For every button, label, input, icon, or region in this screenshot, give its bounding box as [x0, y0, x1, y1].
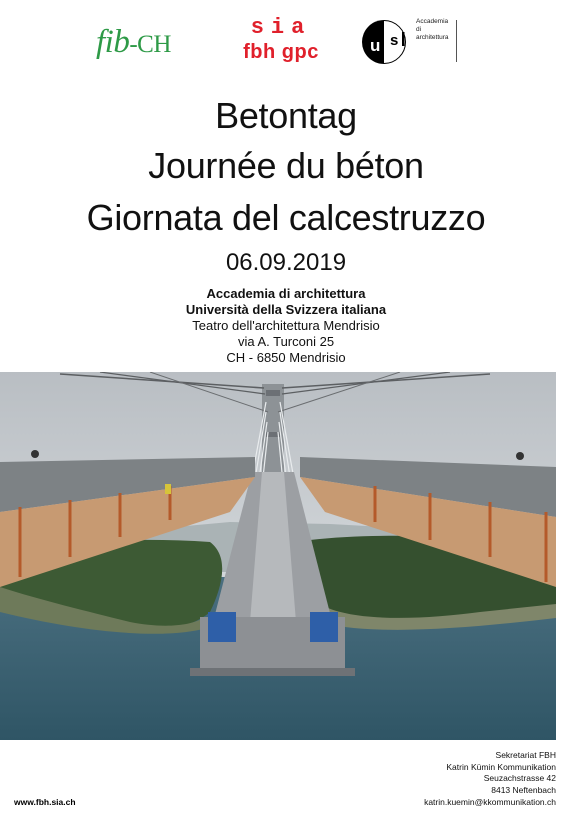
title-french: Journée du béton: [148, 145, 424, 186]
usi-logo: [360, 18, 470, 66]
fib-logo-main: fib: [96, 24, 130, 60]
svg-text:u: u: [370, 36, 381, 55]
contact-company: Katrin Kümin Kommunikation: [446, 761, 556, 772]
contact-secretariat: Sekretariat FBH: [495, 750, 556, 760]
usi-logo-divider: [456, 20, 457, 62]
venue-block: [0, 286, 572, 366]
fib-ch-logo: [96, 24, 171, 61]
sia-logo-line1: sia: [250, 15, 312, 40]
usi-circle-icon: [360, 18, 410, 66]
contact-email[interactable]: katrin.kuemin@kkommunikation.ch: [424, 796, 556, 807]
contact-city: 8413 Neftenbach: [491, 785, 556, 796]
sia-logo-line2: fbh gpc: [243, 41, 319, 63]
svg-text:s: s: [390, 32, 399, 49]
event-date: 06.09.2019: [225, 249, 347, 276]
bridge-construction-photo: [0, 372, 556, 740]
venue-city: CH - 6850 Mendrisio: [226, 350, 346, 365]
venue-theatre: Teatro dell'architettura Mendrisio: [192, 318, 380, 333]
title-german: Betontag: [215, 95, 357, 136]
venue-street: via A. Turconi 25: [237, 334, 335, 349]
website-link[interactable]: www.fbh.sia.ch: [14, 797, 76, 807]
title-italian: Giornata del calcestruzzo: [86, 197, 486, 238]
venue-university: Università della Svizzera italiana: [185, 302, 387, 317]
venue-academy: Accademia di architettura: [206, 286, 366, 301]
contact-block: [424, 750, 556, 809]
sia-fbh-logo: [233, 16, 329, 64]
fib-logo-suffix: -CH: [129, 31, 171, 58]
contact-street: Seuzachstrasse 42: [483, 773, 556, 784]
usi-logo-text: Accademia di architettura: [416, 18, 449, 41]
logo-bar: [0, 0, 572, 90]
